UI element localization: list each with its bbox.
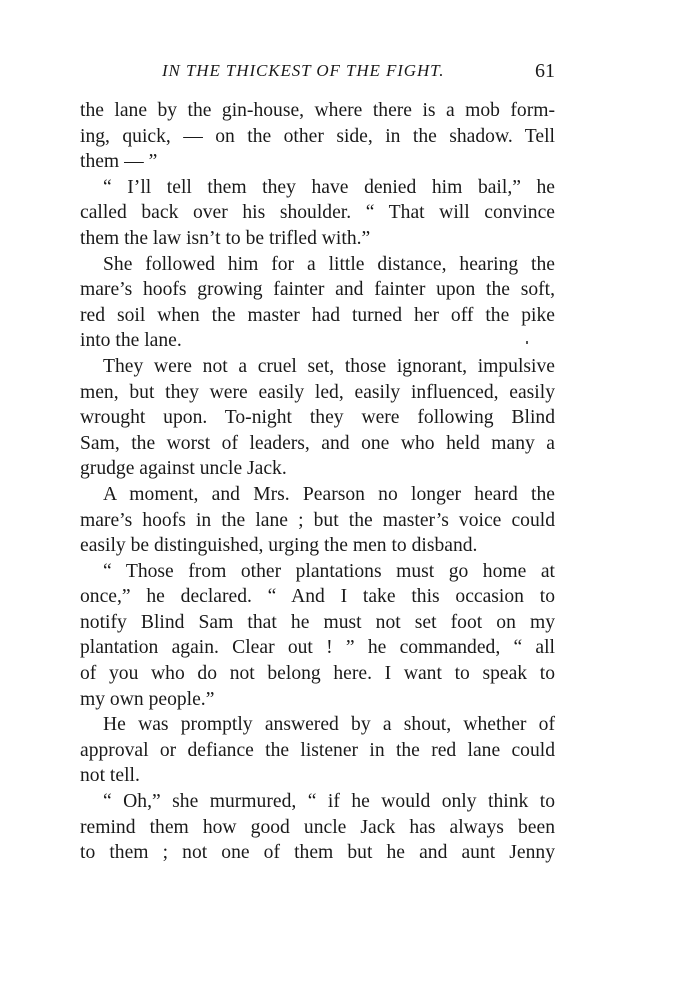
text-line: He was promptly answered by a shout, whether of — [103, 714, 555, 736]
text-line: ing, quick, — on the other side, in the shadow. Tell — [80, 125, 555, 147]
text-line: She followed him for a little distance, hearing the — [103, 253, 555, 275]
text-line: men, but they were easily led, easily influenced, easily — [80, 381, 555, 403]
page-number: 61 — [535, 60, 555, 82]
text-line: the lane by the gin-house, where there is a mob form- — [80, 100, 555, 121]
running-title: IN THE THICKEST OF THE FIGHT. — [162, 61, 445, 80]
text-line: plantation again. Clear out ! ” he commanded, “ all — [80, 637, 555, 659]
text-line: mare’s hoofs growing fainter and fainter upon the soft, — [80, 279, 555, 301]
text-line: not tell. — [80, 765, 140, 787]
text-line: They were not a cruel set, those ignorant, impulsive — [103, 355, 555, 377]
text-line: my own people.” — [80, 688, 215, 710]
text-line: “ I’ll tell them they have denied him bail,” he — [103, 176, 555, 198]
body-text — [80, 98, 555, 866]
text-line: remind them how good uncle Jack has always been — [80, 816, 555, 838]
text-line: grudge against uncle Jack. — [80, 458, 287, 480]
text-line: of you who do not belong here. I want to speak to — [80, 663, 555, 685]
text-line: A moment, and Mrs. Pearson no longer heard the — [103, 483, 555, 505]
text-line: approval or defiance the listener in the red lane could — [80, 739, 555, 761]
running-head — [80, 58, 555, 84]
text-line: wrought upon. To-night they were following Blind — [80, 407, 555, 429]
text-line: into the lane. — [80, 330, 182, 352]
text-line: notify Blind Sam that he must not set foot on my — [80, 611, 555, 633]
text-line: them — ” — [80, 151, 158, 173]
print-speck — [526, 341, 528, 344]
text-line: easily be distinguished, urging the men to disband. — [80, 535, 478, 557]
text-line: Sam, the worst of leaders, and one who held many a — [80, 432, 555, 454]
text-line: called back over his shoulder. “ That will convince — [80, 202, 555, 224]
text-line: to them ; not one of them but he and aunt Jenny — [80, 842, 555, 864]
text-line: red soil when the master had turned her off the pike — [80, 304, 555, 326]
text-line: mare’s hoofs in the lane ; but the master’s voice could — [80, 509, 555, 531]
text-line: “ Oh,” she murmured, “ if he would only think to — [103, 791, 555, 813]
text-line: “ Those from other plantations must go home at — [103, 560, 555, 582]
text-line: them the law isn’t to be trifled with.” — [80, 227, 371, 249]
text-line: once,” he declared. “ And I take this occasion to — [80, 586, 555, 608]
